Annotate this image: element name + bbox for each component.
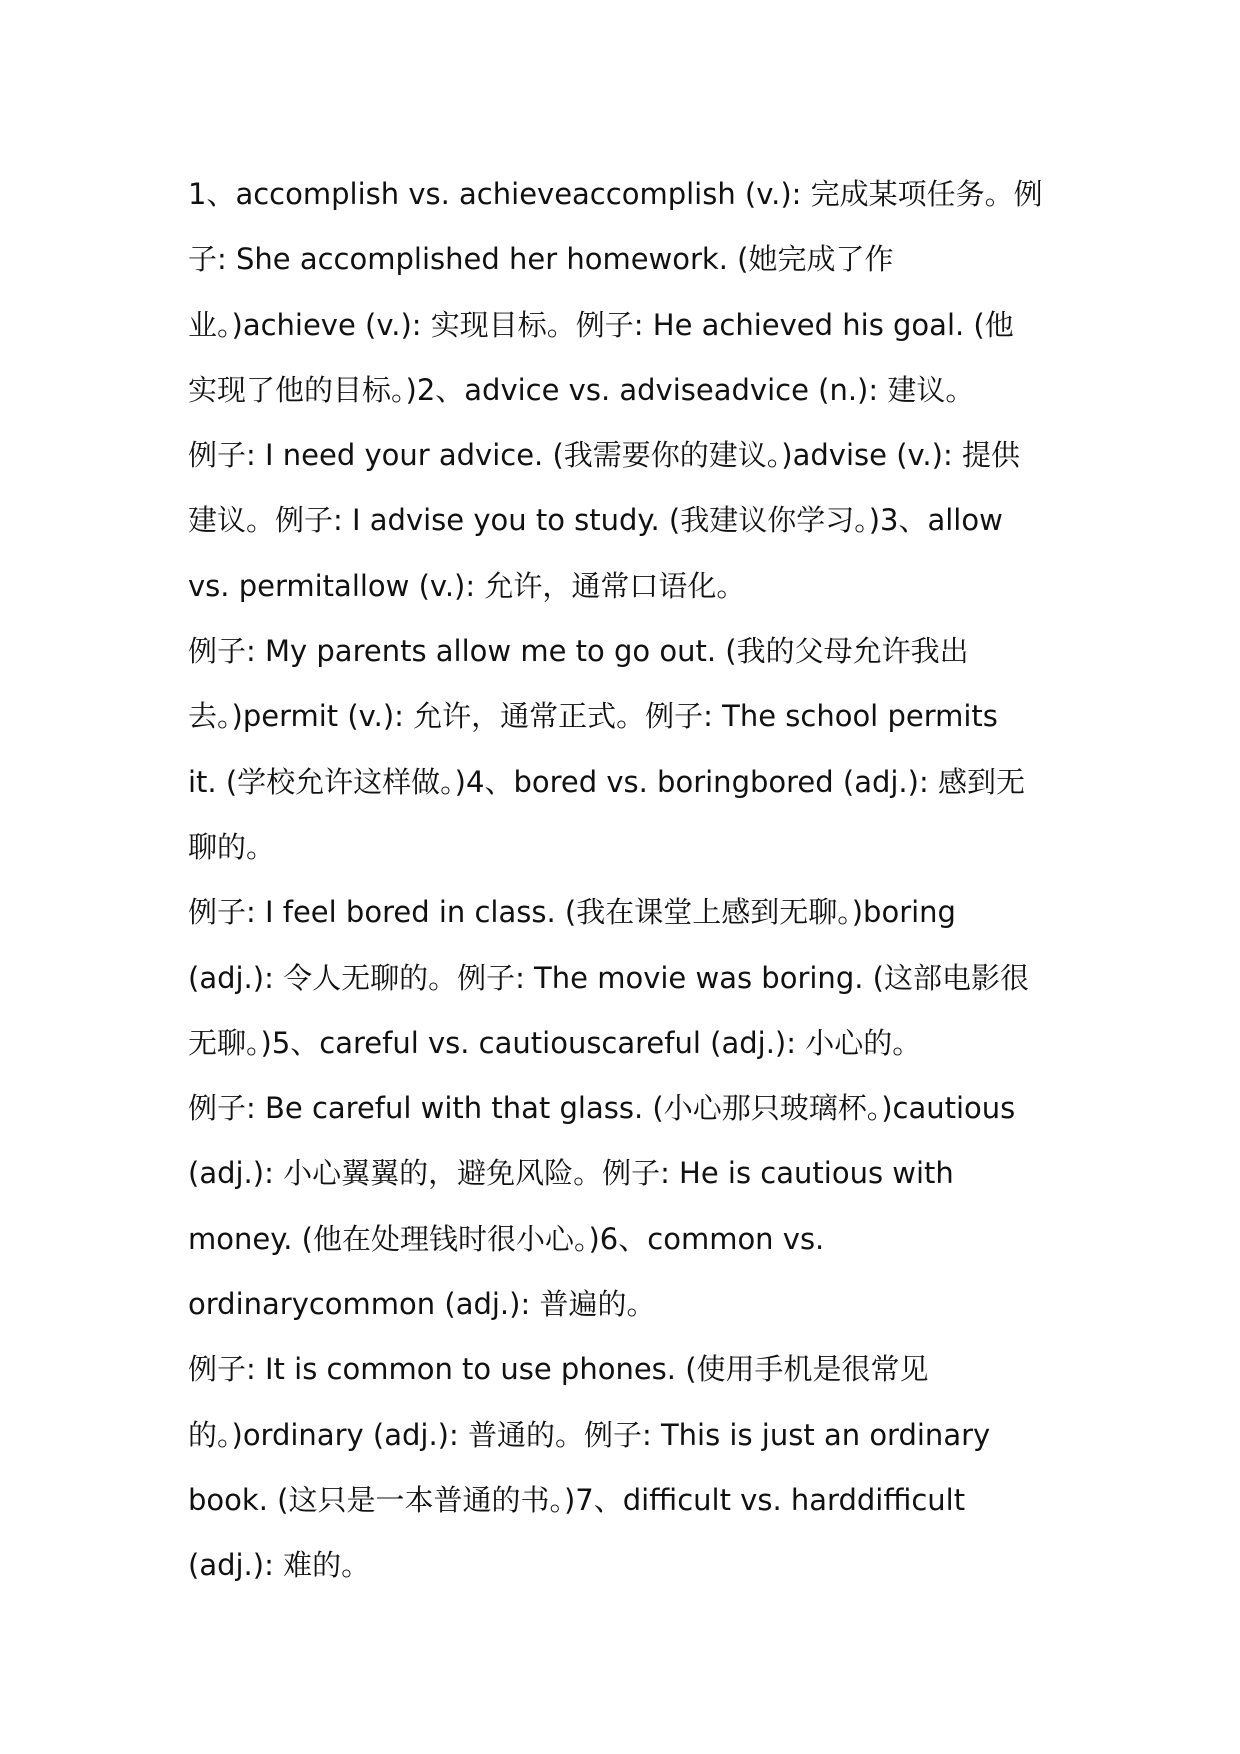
text-line: 无聊。)5、careful vs. cautiouscareful (adj.): 小心的。 xyxy=(188,1025,922,1060)
text-line: ordinarycommon (adj.): 普遍的。 xyxy=(188,1287,656,1322)
text-line: 例子: I feel bored in class. (我在课堂上感到无聊。)boring xyxy=(188,895,956,930)
text-line: (adj.): 小心翼翼的，避免风险。例子: He is cautious with xyxy=(188,1156,954,1191)
text-line: 1、accomplish vs. achieveaccomplish (v.): 完成某项任务。例 xyxy=(188,177,1043,211)
text-line: 业。)achieve (v.): 实现目标。例子: He achieved his goal. (他 xyxy=(188,307,1014,342)
text-line: 例子: I need your advice. (我需要你的建议。)advise (v.): 提供 xyxy=(188,438,1020,473)
text-line: 例子: My parents allow me to go out. (我的父母允许我出 xyxy=(188,634,969,669)
text-line: 例子: It is common to use phones. (使用手机是很常见 xyxy=(188,1352,929,1387)
text-line: it. (学校允许这样做。)4、bored vs. boringbored (adj.): 感到无 xyxy=(188,764,1025,799)
document-body xyxy=(188,162,1068,1599)
text-line: 实现了他的目标。)2、advice vs. adviseadvice (n.): 建议。 xyxy=(188,372,975,407)
text-line: 子: She accomplished her homework. (她完成了作 xyxy=(188,242,894,277)
text-line: (adj.): 难的。 xyxy=(188,1548,371,1583)
text-line: (adj.): 令人无聊的。例子: The movie was boring. (这部电影很 xyxy=(188,960,1029,995)
text-line: 例子: Be careful with that glass. (小心那只玻璃杯。)cautious xyxy=(188,1091,1016,1126)
text-line: vs. permitallow (v.): 允许，通常口语化。 xyxy=(188,568,746,603)
text-line: 的。)ordinary (adj.): 普通的。例子: This is just an ordinary xyxy=(188,1417,991,1452)
text-line: 去。)permit (v.): 允许，通常正式。例子: The school permits xyxy=(188,699,998,734)
text-line: money. (他在处理钱时很小心。)6、common vs. xyxy=(188,1221,825,1256)
text-line: book. (这只是一本普通的书。)7、difficult vs. harddifficult xyxy=(188,1482,966,1517)
text-line: 聊的。 xyxy=(188,829,276,864)
text-line: 建议。例子: I advise you to study. (我建议你学习。)3、allow xyxy=(188,503,1003,538)
